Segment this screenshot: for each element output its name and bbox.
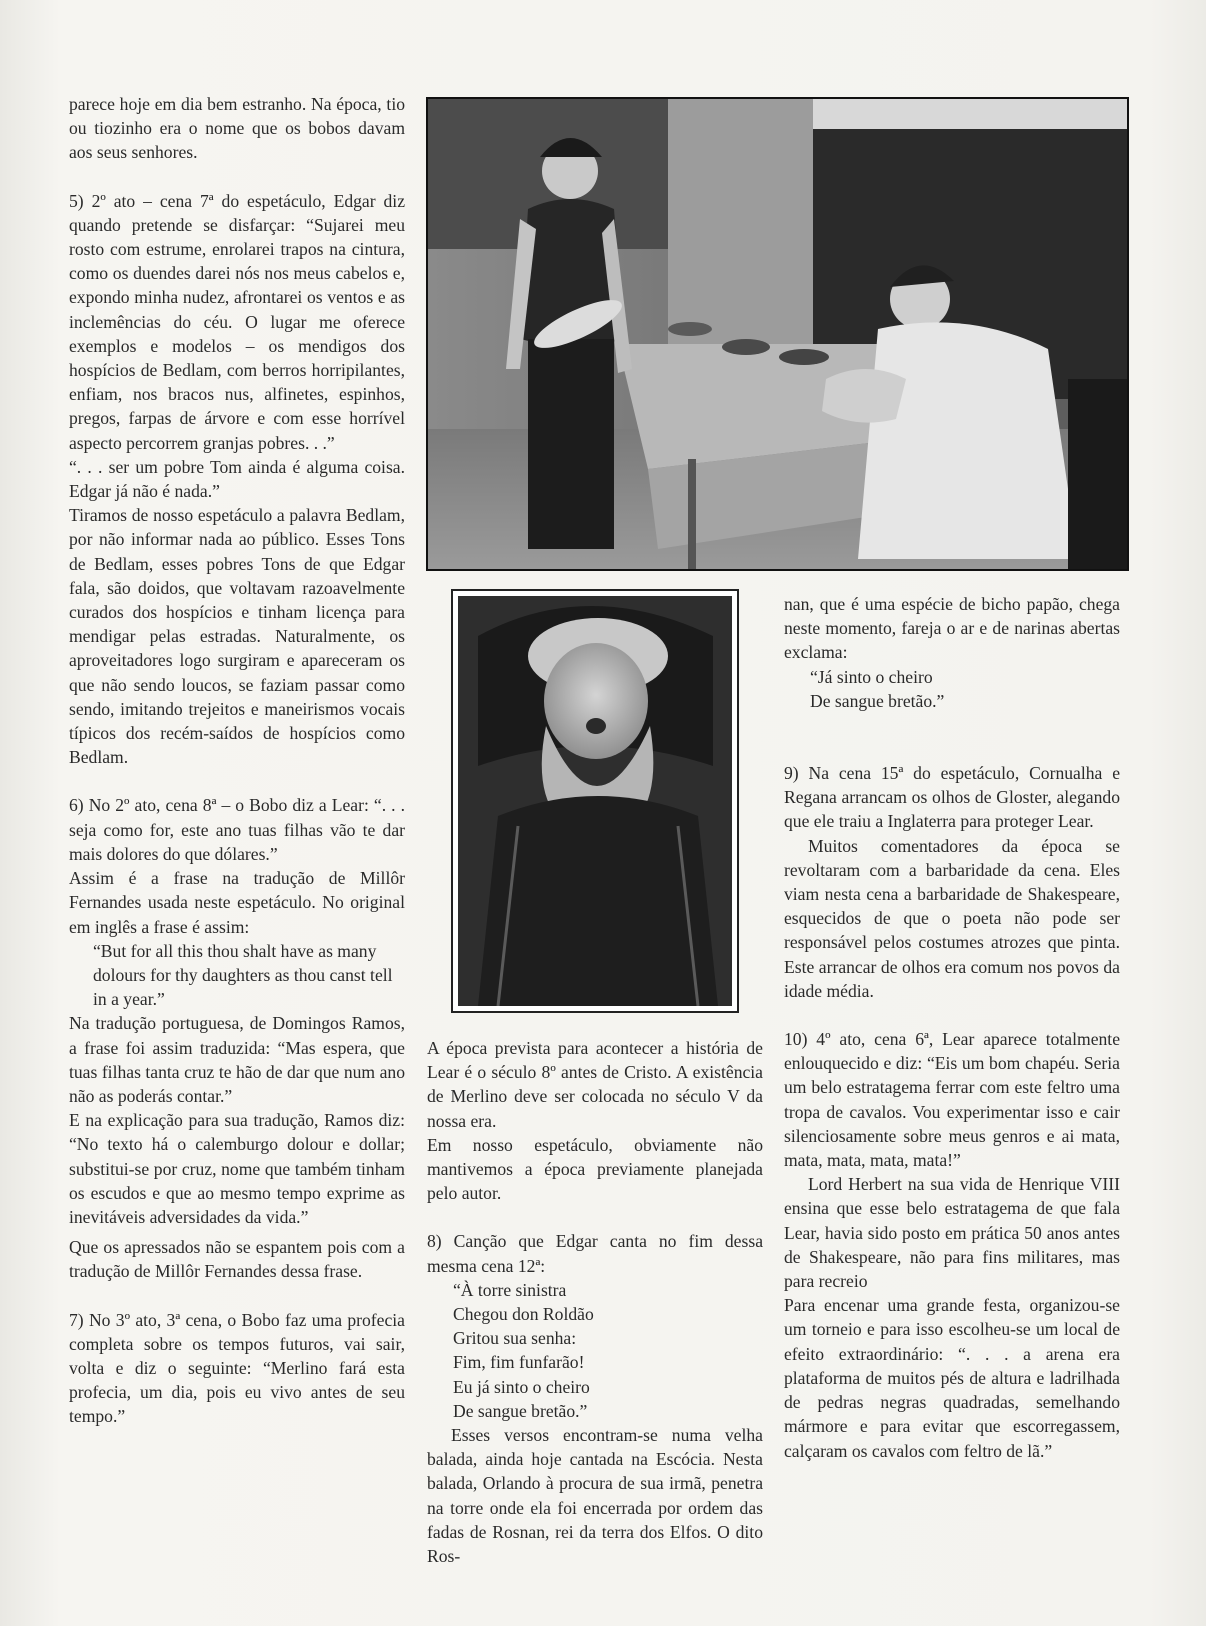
note-9: 9) Na cena 15ª do espetáculo, Cornualha e Regana arrancam os olhos de Gloster, alegando que ele traiu a Inglaterra para proteger Lear. (784, 763, 1120, 832)
note-6: 6) No 2º ato, cena 8ª – o Bobo diz a Lear: “. . . seja como for, este ano tuas filhas vão te dar mais dolores do que dólares.” (69, 795, 405, 864)
note-10: 10) 4º ato, cena 6ª, Lear aparece totalmente enlouquecido e diz: “Eis um bom chapéu. Seria um belo estratagema ferrar com este feltro uma tropa de cavalos. Vou experimentar isso e cair silenciosamente sobre meus genros e ai mata, mata, mata, mata, mata!” (784, 1029, 1120, 1171)
verse-line: “À torre sinistra (453, 1279, 567, 1300)
verse-line: De sangue bretão.” (810, 690, 945, 711)
paragraph: nan, que é uma espécie de bicho papão, chega neste momento, fareja o ar e de narinas abertas exclama: (784, 594, 1120, 663)
paragraph: Que os apressados não se espantem pois com a tradução de Millôr Fernandes dessa frase. (69, 1237, 405, 1282)
paragraph: E na explicação para sua tradução, Ramos diz: “No texto há o calemburgo dolour e dollar; substitui-se por cruz, nome que também tinham os escudos e que ao mesmo tempo exprime as inevitáveis adversidades da vida.” (69, 1110, 405, 1227)
note-7: 7) No 3º ato, 3ª cena, o Bobo faz uma profecia completa sobre os tempos futuros, vai sair, volta e diz o seguinte: “Merlino fará esta profecia, um dia, pois eu vivo antes de seu tempo.” (69, 1309, 405, 1427)
lear-portrait-photo (458, 596, 732, 1006)
verse-line: Chegou don Roldão (453, 1304, 594, 1325)
rehearsal-photo-image (428, 99, 1127, 569)
paragraph: parece hoje em dia bem estranho. Na época, tio ou tiozinho era o nome que os bobos davam aos seus senhores. (69, 94, 405, 163)
paragraph: A época prevista para acontecer a história de Lear é o século 8º antes de Cristo. A existência de Merlino deve ser colocada no século V da nossa era. (427, 1038, 763, 1131)
note-8: 8) Canção que Edgar canta no fim dessa mesma cena 12ª: (427, 1231, 763, 1276)
paragraph: “. . . ser um pobre Tom ainda é alguma coisa. Edgar já não é nada.” (69, 456, 405, 502)
paragraph: Muitos comentadores da época se revoltaram com a barbaridade da cena. Eles viam nesta cena a barbaridade de Shakespeare, esquecidos de que o poeta não pode ser responsável pelos costumes atrozes que pinta. Este arrancar de olhos era comum nos povos da idade média. (784, 835, 1120, 1001)
paragraph: Assim é a frase na tradução de Millôr Fernandes usada neste espetáculo. No original em inglês a frase é assim: (69, 868, 405, 937)
middle-text-column (427, 1036, 763, 1568)
rehearsal-photo (426, 97, 1129, 571)
verse-line: Fim, fim funfarão! (453, 1352, 585, 1373)
verse-line: Gritou sua senha: (453, 1328, 577, 1349)
paragraph: Esses versos encontram-se numa velha balada, ainda hoje cantada na Escócia. Nesta balada, Orlando à procura de sua irmã, penetra na torre onde ela foi encerrada por ordem das fadas de Rosnan, rei da terra dos Elfos. O dito Ros- (427, 1425, 763, 1567)
paragraph: Em nosso espetáculo, obviamente não mantivemos a época previamente planejada pelo autor. (427, 1134, 763, 1204)
right-text-column (784, 592, 1120, 1463)
paragraph: Para encenar uma grande festa, organizou-se um torneio e para isso escolheu-se um local de efeito extraordinário: “. . . a arena era plataforma de muitos pés de altura e ladrilhada de pedras negras quadradas, semelhando mármore e para evitar que escorregassem, calçaram os cavalos com feltro de lã.” (784, 1295, 1120, 1461)
lear-portrait-image (458, 596, 732, 1006)
paragraph: Tiramos de nosso espetáculo a palavra Bedlam, por não informar nada ao público. Esses Tons de Bedlam, esses pobres Tons de que Edgar fala, são doidos, que voltavam razoavelmente curados dos hospícios e tinham licença para mendigar pelas estradas. Naturalmente, os aproveitadores logo surgiram e apareceram os que não sendo loucos, se faziam passar como sendo, imitando trejeitos e maneirismos vocais típicos dos recém-saídos de hospícios como Bedlam. (69, 505, 405, 768)
lear-portrait-frame (451, 589, 739, 1013)
verse-line: Eu já sinto o cheiro (453, 1376, 590, 1397)
verse-line: “Já sinto o cheiro (810, 666, 933, 687)
verse-line: De sangue bretão.” (453, 1400, 588, 1421)
paragraph: Lord Herbert na sua vida de Henrique VIII ensina que esse belo estratagema de que fala Lear, havia sido posto em prática 50 anos antes de Shakespeare, não para fins militares, mas para recreio (784, 1174, 1120, 1292)
english-quote: “But for all this thou shalt have as many dolours for thy daughters as thou canst tell in a year.” (93, 940, 393, 1010)
paragraph: Na tradução portuguesa, de Domingos Ramos, a frase foi assim traduzida: “Mas espera, que tuas filhas tanta cruz te hão de dar que num ano não as poderás contar.” (69, 1013, 405, 1106)
note-5: 5) 2º ato – cena 7ª do espetáculo, Edgar diz quando pretende se disfarçar: “Sujarei meu rosto com estrume, enrolarei trapos na cintura, como os duendes darei nós nos meus cabelos e, expondo minha nudez, afrontarei os ventos e as inclemências do céu. O lugar me oferece exemplos e modelos – os mendigos dos hospícios de Bedlam, com berros horripilantes, enfiam, nos bracos nus, alfinetes, espinhos, pregos, farpas de árvore e com esse horrível aspecto percorrem granjas pobres. . .” (69, 190, 405, 453)
left-text-column (69, 92, 405, 1429)
